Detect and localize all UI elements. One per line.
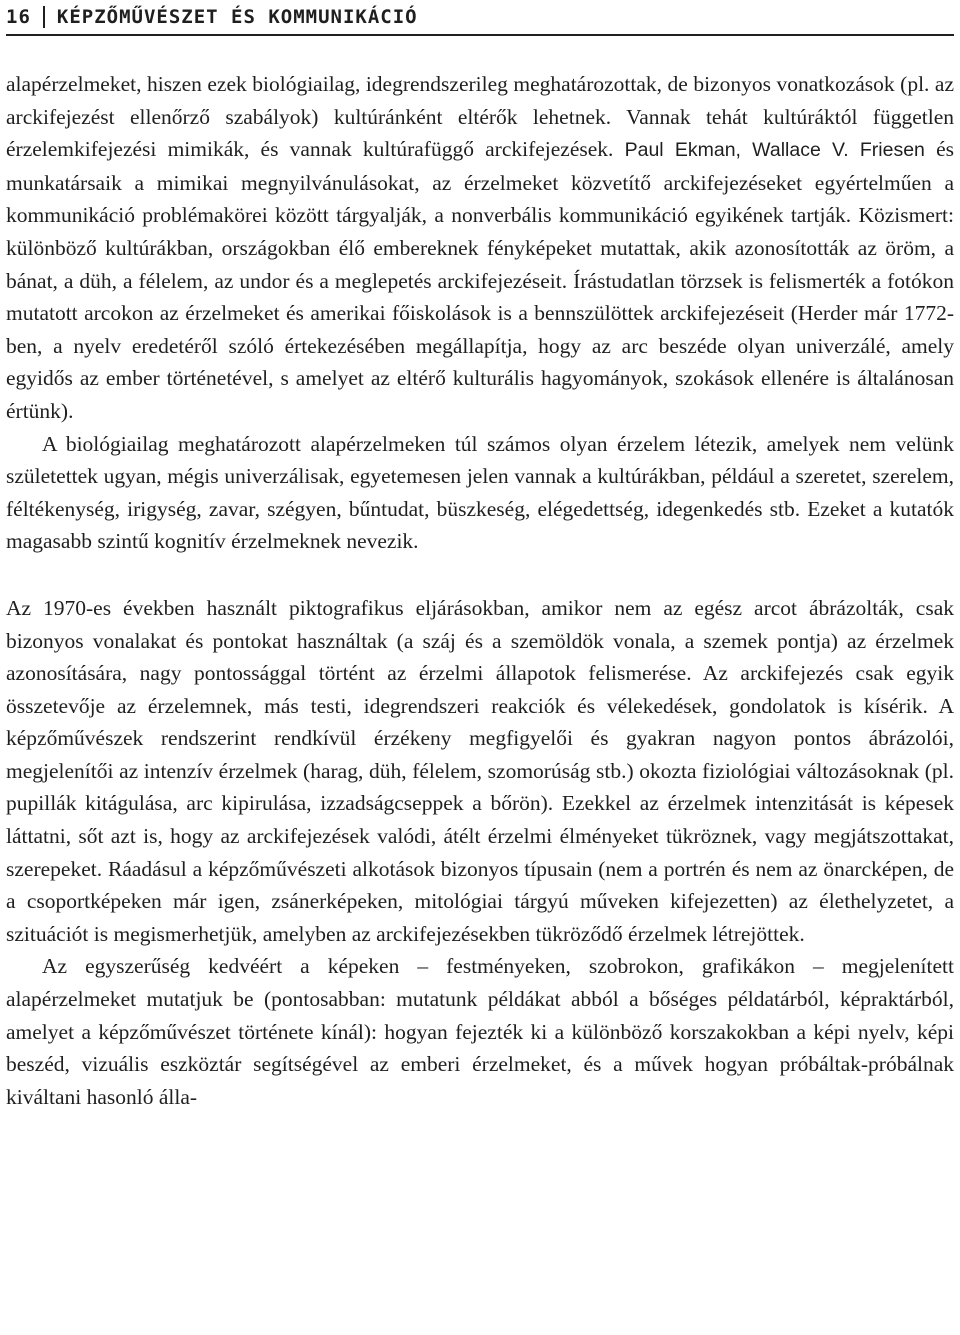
page-number: 16	[6, 6, 31, 28]
header-separator	[43, 6, 45, 28]
header-rule	[6, 34, 954, 36]
running-title: KÉPZŐMŰVÉSZET ÉS KOMMUNIKÁCIÓ	[56, 6, 418, 28]
running-header	[6, 0, 954, 34]
paragraph-1-part-b: és munkatársaik a mimikai megnyilvánulásokat, az érzelmeket közvetítő arckifejezéseket egyértelműen a kommunikáció problémakörei között tárgyalják, a nonverbális kommunikáció egyikének tartják. Közismert: különböző kultúrákban, országokban élő embereknek fényképeket mutattak, akik azonosították az öröm, a bánat, a düh, a félelem, az undor és a meglepetés arckifejezéseit. Írástudatlan törzsek is felismerték a fotókon mutatott arcokon az érzelmeket és amerikai főiskolások is a bennszülöttek arckifejezéseit (Herder már 1772-ben, a nyelv eredetéről szóló értekezésében megállapítja, hogy az arc beszéde olyan univerzálé, amely egyidős az ember történetével, s amelyet az eltérő kulturális hagyományok, szokások ellenére is általánosan értünk).	[6, 137, 954, 423]
paragraph-1-part-a: alapérzelmeket, hiszen ezek biológiailag, idegrendszerileg meghatározottak, de bizonyos vonatkozások (pl. az arckifejezést ellenőrző szabályok) kultúránként eltérők lehetnek. Vannak tehát kultúráktól független érzelemkifejezési mimikák, és vannak kultúrafüggő arckifejezések.	[6, 72, 954, 162]
paragraph-4: Az egyszerűség kedvéért a képeken – festményeken, szobrokon, grafikákon – megjelenített alapérzelmeket mutatjuk be (pontosabban: mutatunk példákat abból a bőséges példatárból, képraktárból, amelyet a képzőművészet története kínál): hogyan fejezték ki a különböző korszakokban a képi nyelv, képi beszéd, vizuális eszköztár segítségével az emberi érzelmeket, és a művek hogyan próbáltak-próbálnak kiváltani hasonló álla-	[6, 954, 954, 1109]
paragraph-2: A biológiailag meghatározott alapérzelmeken túl számos olyan érzelem létezik, amelyek nem velünk születettek ugyan, mégis univerzálisak, egyetemesen jelen vannak a kultúrákban, például a szeretet, szerelem, féltékenység, irigység, zavar, szégyen, bűntudat, büszkeség, elégedettség, idegenkedés stb. Ezeket a kutatók magasabb szintű kognitív érzelmeknek nevezik.	[6, 431, 954, 554]
body-text	[6, 68, 954, 1113]
paragraph-1	[6, 68, 954, 428]
paragraph-3: Az 1970-es években használt piktografikus eljárásokban, amikor nem az egész arcot ábrázolták, csak bizonyos vonalakat és pontokat használtak (a száj és a szemöldök vonala, a szemek pontja) az érzelmek azonosítására, nagy pontossággal történt az érzelmi állapotok felismerése. Az arckifejezés csak egyik összetevője az érzelemnek, más testi, idegrendszeri reakciók és vélekedések, gondolatok is kísérik. A képzőművészek rendszerint rendkívül érzékeny megfigyelői és gyakran nagyon pontos ábrázolói, megjelenítői az intenzív érzelmek (harag, düh, félelem, szomorúság stb.) okozta fiziológiai változásoknak (pl. pupillák kitágulása, arc kipirulása, izzadságcseppek a bőrön). Ezekkel az érzelmek intenzitását is képesek láttatni, sőt azt is, hogy az arckifejezések valódi, átélt érzelmi élményeket tükröznek, vagy megjátszottakat, szerepeket. Ráadásul a képzőművészeti alkotások bizonyos típusain (nem a portrén és nem az önarcképen, de a csoportképeken már igen, zsánerképeken, mitológiai tárgyú műveken kifejezetten) az élethelyzetet, a szituációt is megismerhetjük, amelyben az arckifejezésekben tükröződő érzelmek létrejöttek.	[6, 595, 954, 946]
author-names: Paul Ekman, Wallace V. Friesen	[624, 139, 925, 162]
